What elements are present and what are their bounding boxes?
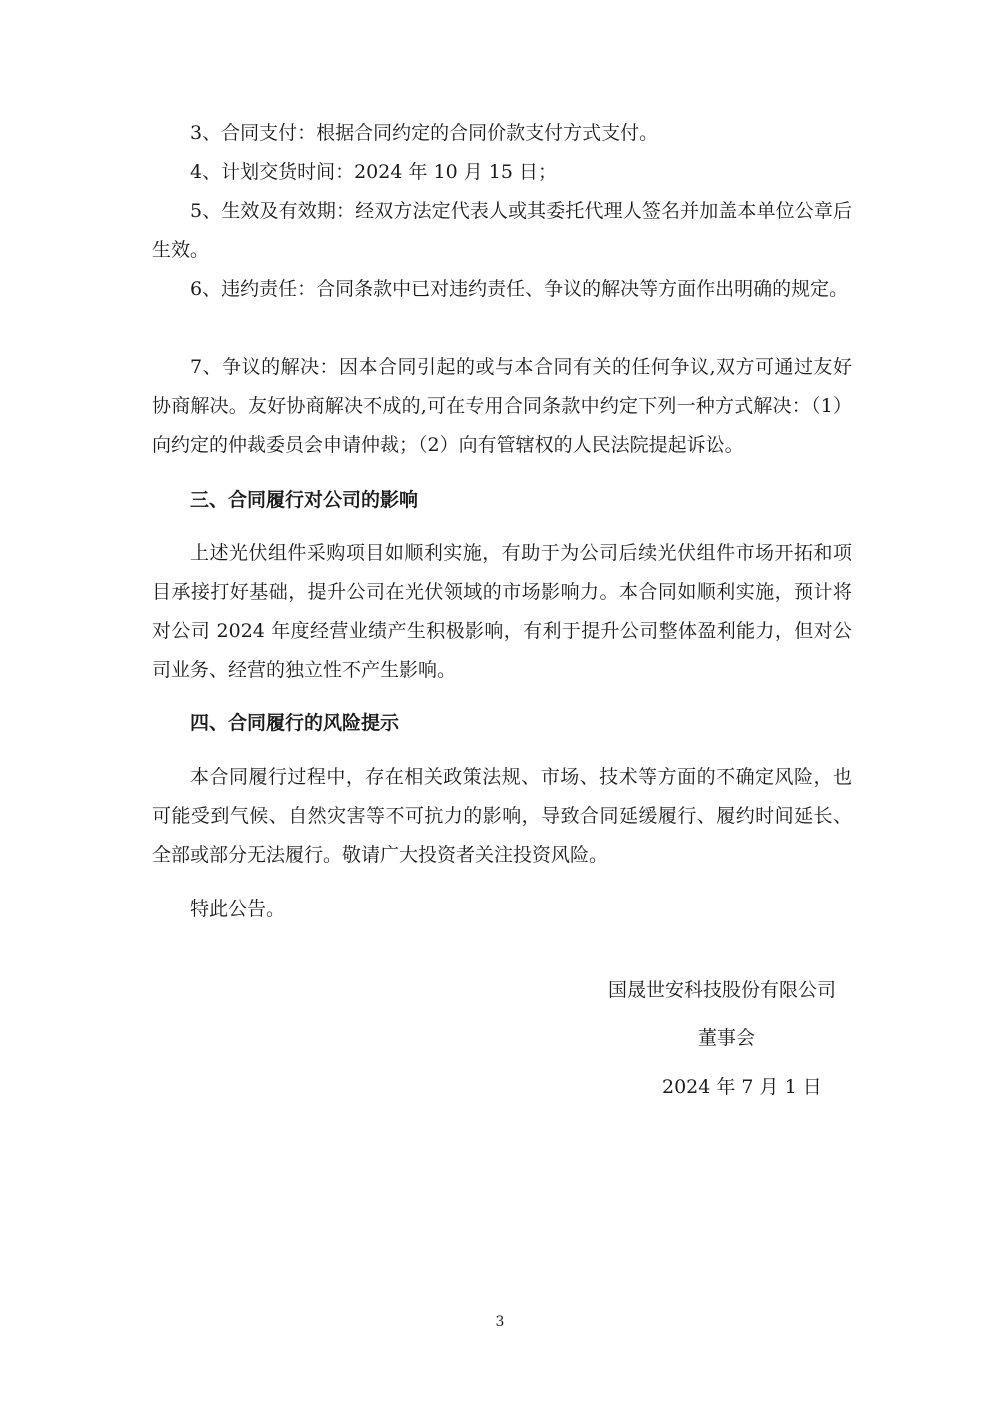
- item-7-dispute: 7、争议的解决：因本合同引起的或与本合同有关的任何争议,双方可通过友好协商解决。友好协商解决不成的,可在专用合同条款中约定下列一种方式解决：（1） 向约定的仲裁委员会申请仲裁；（2）向有管辖权的人民法院提起诉讼。: [152, 356, 852, 456]
- item-5-validity: 5、生效及有效期：经双方法定代表人或其委托代理人签名并加盖本单位公章后生效。: [152, 200, 852, 261]
- item-3-payment: 3、合同支付：根据合同约定的合同价款支付方式支付。: [190, 122, 659, 144]
- signature-date: 2024 年 7 月 1 日: [662, 1076, 822, 1098]
- item-4-delivery-time: 4、计划交货时间：2024 年 10 月 15 日；: [190, 161, 557, 183]
- item-6-liability: 6、违约责任：合同条款中已对违约责任、争议的解决等方面作出明确的规定。: [190, 278, 849, 300]
- section-3-body: 上述光伏组件采购项目如顺利实施，有助于为公司后续光伏组件市场开拓和项目承接打好基础，提升公司在光伏领域的市场影响力。本合同如顺利实施，预计将对公司 2024 年度经营业绩产生积极影响，有利于提升公司整体盈利能力，但对公司业务、经营的独立性不产生影响。: [152, 542, 852, 681]
- section-3-heading: 三、合同履行对公司的影响: [190, 489, 419, 511]
- section-4-heading: 四、合同履行的风险提示: [190, 712, 400, 734]
- signature-board: 董事会: [698, 1027, 756, 1049]
- section-4-body: 本合同履行过程中，存在相关政策法规、市场、技术等方面的不确定风险，也可能受到气候、自然灾害等不可抗力的影响，导致合同延缓履行、履约时间延长、全部或部分无法履行。敬请广大投资者关注投资风险。: [152, 766, 852, 866]
- page-number: 3: [495, 1314, 505, 1330]
- closing-text: 特此公告。: [190, 898, 286, 920]
- signature-company: 国晟世安科技股份有限公司: [608, 979, 837, 1001]
